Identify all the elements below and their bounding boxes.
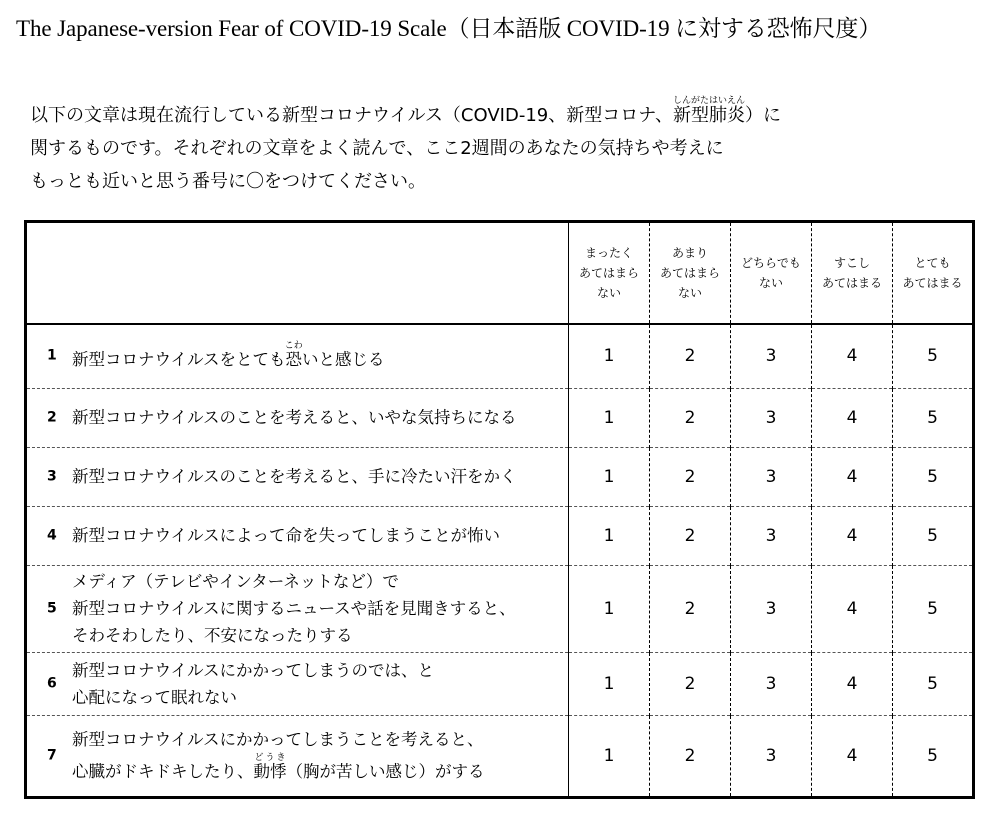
- item-5-option-3[interactable]: 3: [731, 565, 812, 652]
- item-6-option-2[interactable]: 2: [650, 652, 731, 715]
- fear-ruby: [284, 340, 303, 369]
- item-6-text: [27, 657, 568, 711]
- item-row-4: [26, 506, 974, 565]
- pneumonia-ruby-reading: しんがたはいえん: [672, 96, 745, 106]
- response-header-4-line-2: あてはまる: [821, 276, 882, 290]
- item-7-option-4[interactable]: 4: [812, 715, 893, 797]
- instructions-line-1: [30, 96, 910, 132]
- item-1-option-2[interactable]: 2: [650, 324, 731, 388]
- item-row-2: [26, 388, 974, 447]
- item-7-cell: [26, 715, 569, 797]
- item-7-option-3[interactable]: 3: [731, 715, 812, 797]
- item-5-text-line-1: メディア（テレビやインターネットなど）で: [72, 572, 399, 591]
- item-7-text-line-1: 新型コロナウイルスにかかってしまうことを考えると、: [72, 730, 484, 749]
- palpitation-ruby: [253, 753, 287, 781]
- response-header-5-line-2: あてはまる: [902, 276, 963, 290]
- response-header-3-line-2: ない: [758, 276, 783, 290]
- item-7-option-1[interactable]: 1: [569, 715, 650, 797]
- response-header-1-line-3: ない: [596, 286, 621, 300]
- instructions-line-2: 関するものです。それぞれの文章をよく読んで、ここ2週間のあなたの気持ちや考えに: [30, 138, 724, 159]
- item-1-text-end: いと感じる: [302, 349, 385, 369]
- item-4-text: 新型コロナウイルスによって命を失ってしまうことが怖い: [72, 526, 501, 545]
- item-4-option-1[interactable]: 1: [569, 506, 650, 565]
- item-3-cell: [26, 447, 569, 506]
- instructions-line-1-end: ）に: [744, 105, 781, 126]
- item-5-cell: [26, 565, 569, 652]
- item-7-text: [27, 726, 568, 785]
- instructions-line-3: もっとも近いと思う番号に〇をつけてください。: [30, 171, 426, 192]
- item-4-cell: [26, 506, 569, 565]
- item-4-number: 4: [47, 527, 57, 543]
- item-3-option-4[interactable]: 4: [812, 447, 893, 506]
- palpitation-ruby-base: 動悸: [253, 762, 287, 781]
- item-7-option-2[interactable]: 2: [650, 715, 731, 797]
- item-1-cell: [26, 324, 569, 388]
- item-7-option-5[interactable]: 5: [893, 715, 974, 797]
- item-1-option-3[interactable]: 3: [731, 324, 812, 388]
- item-7-text-line-2: [72, 753, 568, 785]
- item-5-option-5[interactable]: 5: [893, 565, 974, 652]
- item-7-text-line-2-start: 心臓がドキドキしたり、: [72, 762, 254, 781]
- pneumonia-ruby-base: 新型肺炎: [672, 105, 745, 126]
- response-header-3-line-1: どちらでも: [741, 256, 801, 270]
- response-header-2-line-1: あまり: [671, 246, 708, 260]
- item-5-number: 5: [47, 600, 57, 616]
- response-header-2-line-2: あてはまら: [659, 266, 720, 280]
- item-2-option-5[interactable]: 5: [893, 388, 974, 447]
- item-5-option-2[interactable]: 2: [650, 565, 731, 652]
- response-header-1: [569, 222, 650, 325]
- item-3-number: 3: [47, 468, 57, 484]
- item-2-option-2[interactable]: 2: [650, 388, 731, 447]
- palpitation-ruby-reading: どうき: [253, 753, 287, 763]
- item-6-option-4[interactable]: 4: [812, 652, 893, 715]
- item-5-option-4[interactable]: 4: [812, 565, 893, 652]
- item-6-text-line-1: 新型コロナウイルスにかかってしまうのでは、と: [72, 660, 435, 680]
- item-5-option-1[interactable]: 1: [569, 565, 650, 652]
- item-row-6: [26, 652, 974, 715]
- item-1-option-5[interactable]: 5: [893, 324, 974, 388]
- item-row-3: [26, 447, 974, 506]
- item-row-5: [26, 565, 974, 652]
- item-3-option-2[interactable]: 2: [650, 447, 731, 506]
- item-1-option-4[interactable]: 4: [812, 324, 893, 388]
- item-2-cell: [26, 388, 569, 447]
- instructions-line-1-text: 以下の文章は現在流行している新型コロナウイルス（COVID-19、新型コロナ、: [30, 105, 673, 126]
- item-2-text: 新型コロナウイルスのことを考えると、いやな気持ちになる: [72, 408, 517, 427]
- item-6-text-line-2: 心配になって眠れない: [72, 687, 237, 707]
- response-header-5: [893, 222, 974, 325]
- item-header-cell: [26, 222, 569, 325]
- item-1-number: 1: [47, 347, 57, 364]
- item-4-option-2[interactable]: 2: [650, 506, 731, 565]
- item-3-text: 新型コロナウイルスのことを考えると、手に冷たい汗をかく: [72, 467, 517, 486]
- item-6-option-5[interactable]: 5: [893, 652, 974, 715]
- item-1-option-1[interactable]: 1: [569, 324, 650, 388]
- item-7-text-line-2-end: （胸が苦しい感じ）がする: [286, 762, 485, 781]
- item-6-number: 6: [47, 675, 57, 691]
- item-4-option-5[interactable]: 5: [893, 506, 974, 565]
- fear-ruby-base: 恐: [284, 349, 303, 369]
- item-2-option-1[interactable]: 1: [569, 388, 650, 447]
- item-4-option-3[interactable]: 3: [731, 506, 812, 565]
- item-5-text: [27, 568, 568, 649]
- item-2-option-4[interactable]: 4: [812, 388, 893, 447]
- pneumonia-ruby: [672, 96, 745, 126]
- item-row-1: [26, 324, 974, 388]
- item-5-text-line-2: 新型コロナウイルスに関するニュースや話を見聞きすると、: [72, 599, 516, 618]
- response-header-4-line-1: すこし: [833, 256, 870, 270]
- scale-title: The Japanese-version Fear of COVID-19 Scale（日本語版 COVID-19 に対する恐怖尺度）: [16, 16, 882, 41]
- item-row-7: [26, 715, 974, 797]
- response-header-1-line-2: あてはまら: [578, 266, 639, 280]
- response-header-2: [650, 222, 731, 325]
- item-3-option-5[interactable]: 5: [893, 447, 974, 506]
- table-header-row: [26, 222, 974, 325]
- item-2-option-3[interactable]: 3: [731, 388, 812, 447]
- item-4-option-4[interactable]: 4: [812, 506, 893, 565]
- item-5-text-line-3: そわそわしたり、不安になったりする: [72, 626, 353, 645]
- item-6-cell: [26, 652, 569, 715]
- fear-ruby-reading: こわ: [284, 340, 303, 351]
- item-6-option-3[interactable]: 3: [731, 652, 812, 715]
- item-1-text-start: 新型コロナウイルスをとても: [72, 349, 286, 369]
- item-1-text: [27, 340, 568, 373]
- item-6-option-1[interactable]: 1: [569, 652, 650, 715]
- item-3-option-1[interactable]: 1: [569, 447, 650, 506]
- item-7-number: 7: [47, 747, 57, 763]
- response-header-1-line-1: まったく: [584, 246, 633, 260]
- response-header-4: [812, 222, 893, 325]
- instructions: [30, 96, 910, 198]
- response-header-3: [731, 222, 812, 325]
- item-2-number: 2: [47, 409, 57, 425]
- fear-scale-table: [24, 220, 975, 799]
- response-header-2-line-3: ない: [677, 286, 702, 300]
- response-header-5-line-1: とても: [914, 256, 951, 270]
- item-3-option-3[interactable]: 3: [731, 447, 812, 506]
